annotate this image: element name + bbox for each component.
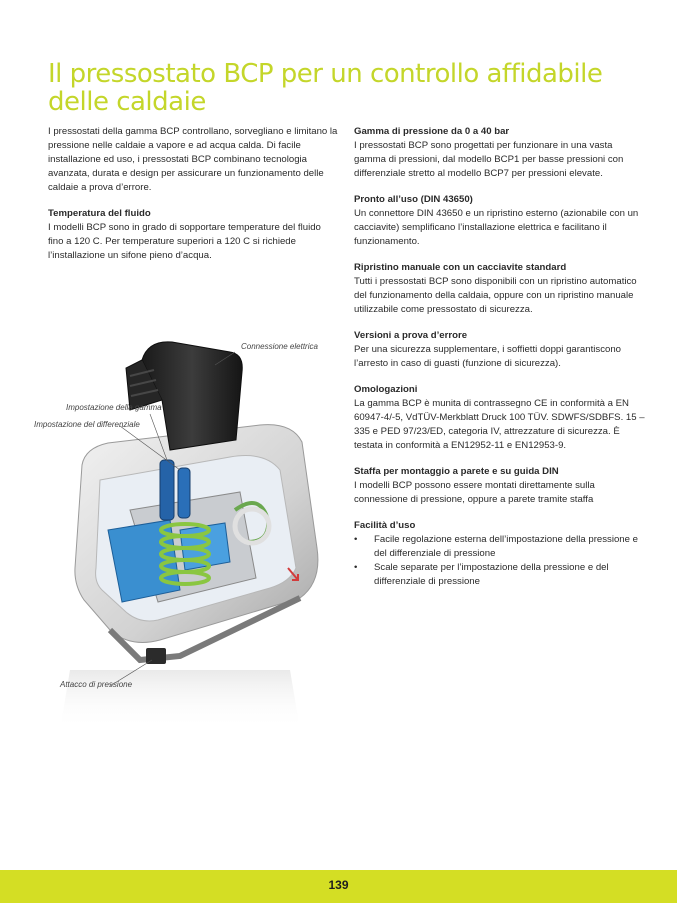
section-mounting — [354, 465, 646, 507]
callout-differential-setting: Impostazione del differenziale — [34, 420, 140, 429]
callout-electrical-connection: Connessione elettrica — [241, 342, 318, 351]
section-body: Tutti i pressostati BCP sono disponibili con un ripristino automatico del funzionamento della caldaia, oppure con un ripristino manuale utilizzabile come pressostato di sicurezza. — [354, 276, 637, 315]
range-screw — [160, 460, 174, 520]
page-footer — [0, 870, 677, 903]
section-body: I modelli BCP sono in grado di sopportare temperature del fluido fino a 120 C. Per temperature superiori a 120 C si richiede l’installazione un sifone pieno d’acqua. — [48, 222, 321, 261]
section-body: Per una sicurezza supplementare, i soffietti doppi garantiscono l’arresto in caso di guasti (funzione di sicurezza). — [354, 344, 622, 369]
section-heading: Facilità d’uso — [354, 520, 416, 531]
section-fluid-temperature — [48, 207, 338, 263]
callout-pressure-connection: Attacco di pressione — [60, 680, 133, 689]
section-heading: Gamma di pressione da 0 a 40 bar — [354, 126, 510, 137]
section-body: La gamma BCP è munita di contrassegno CE in conformità a EN 60947-4/-5, VdTÜV-Merkblatt Druck 100 TÜV. SDWFS/SDBFS. 15 – 335 e PED 97/23/ED, categoria IV, attrezzature di sicurezza. È testata in conformità a EN12952-11 e EN12953-9. — [354, 398, 645, 451]
section-heading: Omologazioni — [354, 384, 418, 395]
callout-range-setting: Impostazione della gamma — [66, 403, 162, 412]
section-body: I modelli BCP possono essere montati direttamente sulla connessione di pressione, oppure a parete tramite staffa — [354, 480, 595, 505]
intro-paragraph: I pressostati della gamma BCP controllano, sorvegliano e limitano la pressione nelle caldaie a vapore e ad acqua calda. Di facile installazione ed uso, i pressostati BCP combinano tecnologia avanzata, durata e design per assicurare un funzionamento delle caldaie a prova d’errore. — [48, 126, 338, 193]
page-title: Il pressostato BCP per un controllo affidabile delle caldaie — [48, 59, 603, 117]
section-heading: Staffa per montaggio a parete e su guida DIN — [354, 466, 559, 477]
section-body: Un connettore DIN 43650 e un ripristino esterno (azionabile con un cacciavite) semplificano l’installazione elettrica e facilitano il funzionamento. — [354, 208, 639, 247]
feature-list — [354, 533, 646, 589]
page-number: 139 — [328, 878, 349, 892]
list-item: • Facile regolazione esterna dell’impostazione della pressione e del differenziale di pressione — [354, 533, 646, 561]
left-column — [48, 125, 338, 275]
section-manual-reset — [354, 261, 646, 317]
pressure-switch-illustration — [30, 330, 350, 730]
reflection-shape — [60, 670, 300, 730]
section-heading: Pronto all’uso (DIN 43650) — [354, 194, 473, 205]
intro-block — [48, 125, 338, 195]
section-heading: Ripristino manuale con un cacciavite standard — [354, 262, 567, 273]
section-heading: Versioni a prova d’errore — [354, 330, 468, 341]
section-heading: Temperatura del fluido — [48, 208, 151, 219]
section-pressure-range — [354, 125, 646, 181]
section-ease-of-use — [354, 519, 646, 589]
list-item: • Scale separate per l’impostazione della pressione e del differenziale di pressione — [354, 561, 646, 589]
section-body: I pressostati BCP sono progettati per funzionare in una vasta gamma di pressioni, dal modello BCP1 per basse pressioni con differenziale stretto al modello BCP7 per pressioni elevate. — [354, 140, 624, 179]
section-failsafe — [354, 329, 646, 371]
product-figure — [30, 330, 350, 730]
section-approvals — [354, 383, 646, 453]
section-ready-to-use — [354, 193, 646, 249]
differential-screw — [178, 468, 190, 518]
right-column — [354, 125, 646, 601]
